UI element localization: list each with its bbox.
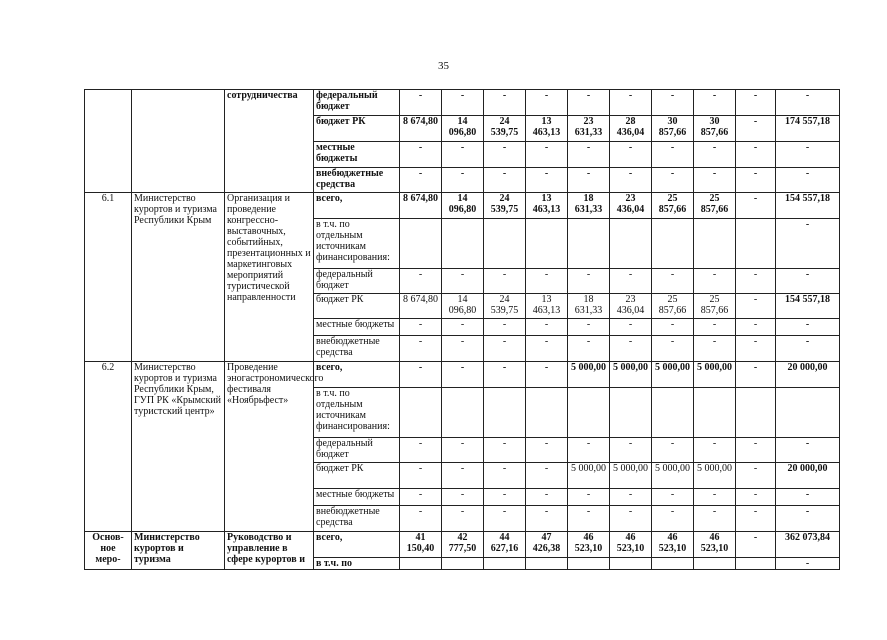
total-value: - bbox=[776, 142, 840, 168]
year-value: - bbox=[400, 489, 442, 506]
year-value: 5 000,00 bbox=[610, 362, 652, 388]
total-value: - bbox=[776, 219, 840, 269]
year-value: - bbox=[484, 506, 526, 532]
funding-source: бюджет РК bbox=[314, 294, 400, 319]
year-value: 24 539,75 bbox=[484, 294, 526, 319]
year-value: 14 096,80 bbox=[442, 116, 484, 142]
table-row bbox=[85, 532, 840, 558]
budget-table bbox=[84, 89, 840, 570]
funding-source: в т.ч. по bbox=[314, 558, 400, 570]
extra-year-value: - bbox=[736, 463, 776, 489]
total-value: - bbox=[776, 336, 840, 362]
funding-source: внебюджетные средства bbox=[314, 506, 400, 532]
total-value: - bbox=[776, 90, 840, 116]
total-value bbox=[776, 388, 840, 438]
year-value: - bbox=[484, 319, 526, 336]
year-value: - bbox=[400, 506, 442, 532]
funding-source: федеральный бюджет bbox=[314, 438, 400, 463]
year-value: - bbox=[400, 336, 442, 362]
year-value: - bbox=[694, 506, 736, 532]
year-value: - bbox=[526, 506, 568, 532]
year-value: 24 539,75 bbox=[484, 193, 526, 219]
year-value: - bbox=[694, 168, 736, 193]
year-value: 8 674,80 bbox=[400, 193, 442, 219]
year-value: - bbox=[442, 269, 484, 294]
extra-year-value: - bbox=[736, 142, 776, 168]
year-value: - bbox=[400, 362, 442, 388]
funding-source: всего, bbox=[314, 532, 400, 558]
year-value: - bbox=[694, 269, 736, 294]
total-value: - bbox=[776, 168, 840, 193]
year-value: 13 463,13 bbox=[526, 193, 568, 219]
year-value bbox=[442, 558, 484, 570]
year-value bbox=[484, 558, 526, 570]
year-value: 25 857,66 bbox=[652, 294, 694, 319]
year-value: - bbox=[484, 438, 526, 463]
year-value: - bbox=[610, 269, 652, 294]
total-value: - bbox=[776, 269, 840, 294]
extra-year-value: - bbox=[736, 193, 776, 219]
funding-source: в т.ч. по отдельным источникам финансирования: bbox=[314, 219, 400, 269]
year-value bbox=[484, 219, 526, 269]
total-value: - bbox=[776, 319, 840, 336]
year-value: 14 096,80 bbox=[442, 193, 484, 219]
year-value: - bbox=[484, 362, 526, 388]
total-value: 154 557,18 bbox=[776, 294, 840, 319]
year-value bbox=[400, 388, 442, 438]
year-value: 28 436,04 bbox=[610, 116, 652, 142]
year-value: 8 674,80 bbox=[400, 116, 442, 142]
year-value: 25 857,66 bbox=[652, 193, 694, 219]
extra-year-value: - bbox=[736, 489, 776, 506]
year-value bbox=[610, 558, 652, 570]
year-value: - bbox=[526, 142, 568, 168]
year-value: - bbox=[526, 336, 568, 362]
activity-cell: Организация и проведение конгрессно-выставочных, событийных, презентационных и маркетинговых мероприятий туристической направленности bbox=[225, 193, 314, 362]
extra-year-value: - bbox=[736, 506, 776, 532]
total-value: - bbox=[776, 558, 840, 570]
executor-cell: Министерство курортов и туризма Республики Крым bbox=[132, 193, 225, 362]
year-value: - bbox=[568, 489, 610, 506]
year-value: - bbox=[484, 142, 526, 168]
year-value: - bbox=[526, 489, 568, 506]
total-value: - bbox=[776, 506, 840, 532]
table-row bbox=[85, 90, 840, 116]
funding-source: местные бюджеты bbox=[314, 142, 400, 168]
year-value: 13 463,13 bbox=[526, 294, 568, 319]
year-value: - bbox=[442, 336, 484, 362]
year-value bbox=[526, 219, 568, 269]
year-value: 46 523,10 bbox=[568, 532, 610, 558]
year-value: - bbox=[442, 319, 484, 336]
activity-cell: Руководство и управление в сфере курортов и bbox=[225, 532, 314, 570]
year-value: - bbox=[610, 168, 652, 193]
year-value: - bbox=[400, 438, 442, 463]
year-value: - bbox=[694, 319, 736, 336]
year-value: - bbox=[568, 142, 610, 168]
total-value: - bbox=[776, 438, 840, 463]
year-value: - bbox=[652, 90, 694, 116]
year-value: - bbox=[400, 90, 442, 116]
year-value: - bbox=[568, 90, 610, 116]
year-value: 23 436,04 bbox=[610, 193, 652, 219]
year-value: - bbox=[526, 90, 568, 116]
year-value: - bbox=[484, 90, 526, 116]
activity-cell: сотрудничества bbox=[225, 90, 314, 193]
year-value: - bbox=[442, 438, 484, 463]
year-value: - bbox=[652, 269, 694, 294]
total-value: 20 000,00 bbox=[776, 463, 840, 489]
year-value: 5 000,00 bbox=[652, 362, 694, 388]
year-value bbox=[568, 558, 610, 570]
year-value: 8 674,80 bbox=[400, 294, 442, 319]
year-value: - bbox=[610, 489, 652, 506]
year-value bbox=[526, 388, 568, 438]
total-value: 174 557,18 bbox=[776, 116, 840, 142]
year-value bbox=[484, 388, 526, 438]
extra-year-value: - bbox=[736, 362, 776, 388]
year-value: - bbox=[526, 438, 568, 463]
year-value bbox=[568, 219, 610, 269]
year-value: - bbox=[400, 463, 442, 489]
year-value: - bbox=[610, 90, 652, 116]
year-value: - bbox=[442, 142, 484, 168]
year-value: 46 523,10 bbox=[694, 532, 736, 558]
year-value: 25 857,66 bbox=[694, 294, 736, 319]
year-value: - bbox=[694, 438, 736, 463]
year-value: - bbox=[442, 489, 484, 506]
total-value: 154 557,18 bbox=[776, 193, 840, 219]
funding-source: федеральный бюджет bbox=[314, 90, 400, 116]
year-value: - bbox=[484, 168, 526, 193]
year-value: - bbox=[526, 168, 568, 193]
year-value bbox=[610, 388, 652, 438]
extra-year-value: - bbox=[736, 168, 776, 193]
year-value bbox=[526, 558, 568, 570]
year-value: - bbox=[610, 336, 652, 362]
funding-source: всего, bbox=[314, 362, 400, 388]
item-index: 6.2 bbox=[85, 362, 132, 532]
page-number: 35 bbox=[438, 60, 449, 72]
year-value: - bbox=[694, 489, 736, 506]
year-value: - bbox=[442, 463, 484, 489]
year-value: - bbox=[694, 90, 736, 116]
year-value bbox=[400, 219, 442, 269]
extra-year-value bbox=[736, 558, 776, 570]
year-value: - bbox=[568, 438, 610, 463]
year-value: - bbox=[610, 438, 652, 463]
year-value: 5 000,00 bbox=[610, 463, 652, 489]
year-value: 24 539,75 bbox=[484, 116, 526, 142]
year-value: 5 000,00 bbox=[694, 463, 736, 489]
funding-source: местные бюджеты bbox=[314, 489, 400, 506]
year-value bbox=[610, 219, 652, 269]
year-value: - bbox=[484, 489, 526, 506]
funding-source: внебюджетные средства bbox=[314, 168, 400, 193]
item-index: Основ-ное меро- bbox=[85, 532, 132, 570]
funding-source: в т.ч. по отдельным источникам финансирования: bbox=[314, 388, 400, 438]
year-value: - bbox=[568, 269, 610, 294]
item-index: 6.1 bbox=[85, 193, 132, 362]
activity-cell: Проведение эногастрономического фестиваля «Ноябрьфест» bbox=[225, 362, 314, 532]
year-value: - bbox=[610, 506, 652, 532]
year-value: - bbox=[400, 168, 442, 193]
funding-source: местные бюджеты bbox=[314, 319, 400, 336]
extra-year-value: - bbox=[736, 532, 776, 558]
year-value: - bbox=[526, 319, 568, 336]
extra-year-value: - bbox=[736, 116, 776, 142]
year-value: - bbox=[652, 506, 694, 532]
year-value: - bbox=[484, 336, 526, 362]
year-value bbox=[442, 219, 484, 269]
year-value: 13 463,13 bbox=[526, 116, 568, 142]
year-value: - bbox=[526, 362, 568, 388]
year-value: - bbox=[694, 336, 736, 362]
year-value: - bbox=[652, 142, 694, 168]
year-value: - bbox=[484, 269, 526, 294]
extra-year-value bbox=[736, 219, 776, 269]
year-value: - bbox=[484, 463, 526, 489]
year-value bbox=[694, 219, 736, 269]
year-value: - bbox=[442, 168, 484, 193]
year-value: - bbox=[526, 463, 568, 489]
year-value bbox=[442, 388, 484, 438]
extra-year-value: - bbox=[736, 269, 776, 294]
year-value: - bbox=[568, 319, 610, 336]
extra-year-value: - bbox=[736, 438, 776, 463]
year-value: 18 631,33 bbox=[568, 294, 610, 319]
funding-source: всего, bbox=[314, 193, 400, 219]
table-row bbox=[85, 193, 840, 219]
year-value bbox=[694, 558, 736, 570]
year-value bbox=[652, 558, 694, 570]
year-value: - bbox=[610, 319, 652, 336]
executor-cell: Министерство курортов и туризма bbox=[132, 532, 225, 570]
funding-source: федеральный бюджет bbox=[314, 269, 400, 294]
year-value: - bbox=[442, 362, 484, 388]
year-value: - bbox=[568, 336, 610, 362]
year-value: 44 627,16 bbox=[484, 532, 526, 558]
year-value: 23 631,33 bbox=[568, 116, 610, 142]
year-value: - bbox=[652, 319, 694, 336]
extra-year-value: - bbox=[736, 294, 776, 319]
year-value bbox=[694, 388, 736, 438]
year-value: 47 426,38 bbox=[526, 532, 568, 558]
year-value: 30 857,66 bbox=[694, 116, 736, 142]
year-value: - bbox=[526, 269, 568, 294]
executor-cell: Министерство курортов и туризма Республики Крым, ГУП РК «Крымский туристский центр» bbox=[132, 362, 225, 532]
year-value: - bbox=[400, 269, 442, 294]
year-value: - bbox=[694, 142, 736, 168]
year-value: 14 096,80 bbox=[442, 294, 484, 319]
year-value bbox=[568, 388, 610, 438]
total-value: 20 000,00 bbox=[776, 362, 840, 388]
year-value: 5 000,00 bbox=[568, 463, 610, 489]
extra-year-value bbox=[736, 388, 776, 438]
table-row bbox=[85, 362, 840, 388]
year-value: 18 631,33 bbox=[568, 193, 610, 219]
funding-source: бюджет РК bbox=[314, 116, 400, 142]
year-value: - bbox=[568, 168, 610, 193]
year-value: 25 857,66 bbox=[694, 193, 736, 219]
executor-cell bbox=[132, 90, 225, 193]
year-value: 5 000,00 bbox=[694, 362, 736, 388]
year-value bbox=[400, 558, 442, 570]
year-value: - bbox=[442, 90, 484, 116]
year-value: - bbox=[568, 506, 610, 532]
year-value: - bbox=[400, 142, 442, 168]
year-value: - bbox=[610, 142, 652, 168]
year-value: 5 000,00 bbox=[568, 362, 610, 388]
total-value: - bbox=[776, 489, 840, 506]
item-index bbox=[85, 90, 132, 193]
year-value bbox=[652, 219, 694, 269]
year-value: - bbox=[652, 489, 694, 506]
year-value bbox=[652, 388, 694, 438]
year-value: 5 000,00 bbox=[652, 463, 694, 489]
year-value: 23 436,04 bbox=[610, 294, 652, 319]
year-value: 42 777,50 bbox=[442, 532, 484, 558]
year-value: - bbox=[400, 319, 442, 336]
extra-year-value: - bbox=[736, 90, 776, 116]
year-value: - bbox=[652, 336, 694, 362]
year-value: 46 523,10 bbox=[610, 532, 652, 558]
funding-source: бюджет РК bbox=[314, 463, 400, 489]
year-value: 46 523,10 bbox=[652, 532, 694, 558]
funding-source: внебюджетные средства bbox=[314, 336, 400, 362]
total-value: 362 073,84 bbox=[776, 532, 840, 558]
year-value: 41 150,40 bbox=[400, 532, 442, 558]
extra-year-value: - bbox=[736, 319, 776, 336]
year-value: - bbox=[652, 438, 694, 463]
year-value: - bbox=[442, 506, 484, 532]
year-value: - bbox=[652, 168, 694, 193]
extra-year-value: - bbox=[736, 336, 776, 362]
year-value: 30 857,66 bbox=[652, 116, 694, 142]
